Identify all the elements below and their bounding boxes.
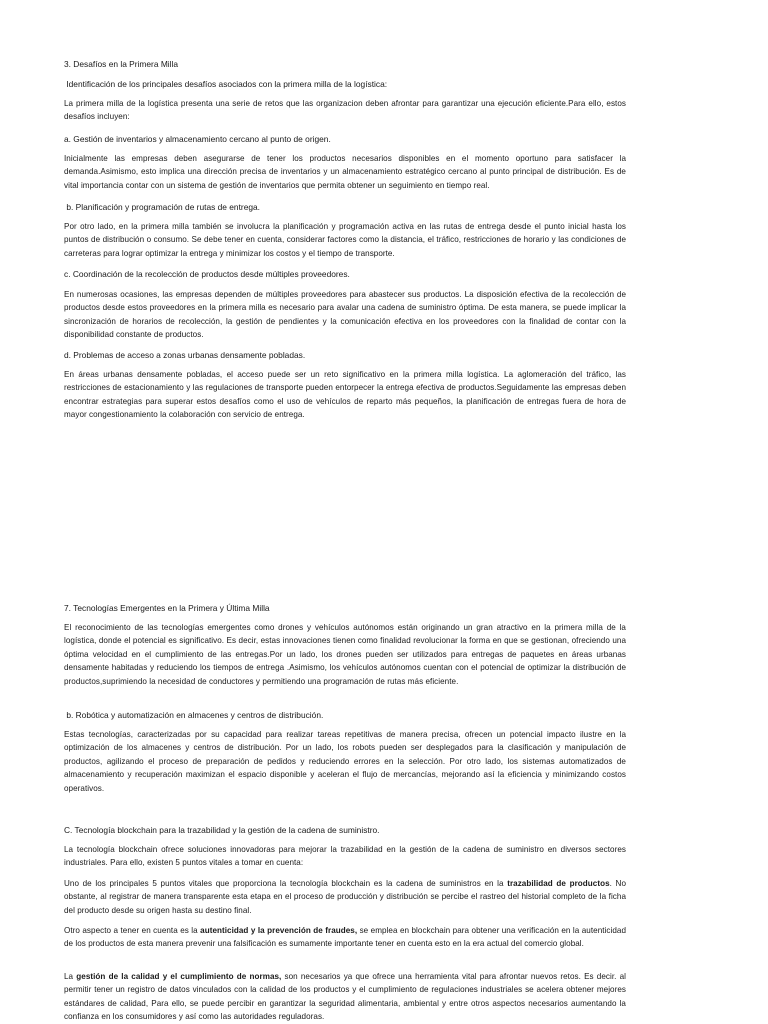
blockchain-point-traceability xyxy=(64,877,626,917)
authenticity-bold: autenticidad y la prevención de fraudes, xyxy=(200,926,358,935)
quality-text-after: son necesarios ya que ofrece una herramienta vital para afrontar nuevos retos. Es decir. al permitir tener un registro de datos vinculados con la calidad de los productos y el cumplimiento de regulaciones industriales se acelera obtener mejores estándares de calidad, Para ello, se puede percibir en garantizar la seguridad alimentaria, ambiental y entre otros aspectos necesarios aumentando la confianza en los consumidores y así como las autoridades reguladoras. xyxy=(64,972,627,1022)
section-3c-heading: c. Coordinación de la recolección de productos desde múltiples proveedores. xyxy=(64,269,350,279)
blockchain-point-authenticity xyxy=(64,924,626,951)
section-3a-paragraph: Inicialmente las empresas deben asegurarse de tener los productos necesarios disponibles en el momento oportuno para satisfacer la demanda.Asimismo, esto implica una dirección precisa de inventarios y un almacenamiento estratégico cercano al punto principal de distribución. Es de vital importancia contar con un sistema de gestión de inventarios que permita obtener un seguimiento en tiempo real. xyxy=(64,154,626,190)
quality-bold: gestión de la calidad y el cumplimiento de normas, xyxy=(76,972,282,981)
section-7b-paragraph: Estas tecnologías, caracterizadas por su capacidad para realizar tareas repetitivas de manera precisa, ofrecen un potencial impacto ilustre en la optimización de los almacenes y centros de distribución. Por un lado, los robots pueden ser desplegados para la clasificación y manipulación de productos, agilizando el proceso de preparación de pedidos y reduciendo errores en la selección. Por otro lado, los sistemas automatizados de almacenamiento y recuperación maximizan el espacio disponible y aceleran el flujo de mercancías, mejorando así la eficiencia y minimizando costos operativos. xyxy=(64,730,626,793)
section-3a-heading: a. Gestión de inventarios y almacenamiento cercano al punto de origen. xyxy=(64,134,331,144)
authenticity-text-before: Otro aspecto a tener en cuenta es la xyxy=(64,926,201,935)
section-3b-paragraph: Por otro lado, en la primera milla también se involucra la planificación y programación activa en las rutas de entrega desde el punto inicial hasta los puntos de distribución o consumo. Se debe tener en cuenta, considerar factores como la distancia, el tráfico, restricciones de horario y las condiciones de carreteras para lograr optimizar la entrega y minimizar los costos y el tiempo de transporte. xyxy=(64,222,626,258)
section-7-title: 7. Tecnologías Emergentes en la Primera y Última Milla xyxy=(64,603,270,613)
section-3d-paragraph: En áreas urbanas densamente pobladas, el acceso puede ser un reto significativo en la primera milla logística. La aglomeración del tráfico, las restricciones de estacionamiento y las regulaciones de transporte pueden entorpecer la entrega efectiva de productos.Seguidamente las empresas deben encontrar estrategias para superar estos desafíos como el uso de vehículos de reparto más pequeños, la planificación de entregas fuera de hora de mayor congestionamiento la colaboración con servicio de entrega. xyxy=(64,370,626,420)
authenticity-text-after: se emplea en blockchain para obtener una verificación en la autenticidad de los productos de esta manera prevenir una falsificación es sumamente importante tener en cuenta esto en la era actual del comercio global. xyxy=(64,926,626,949)
section-3d-heading: d. Problemas de acceso a zonas urbanas densamente pobladas. xyxy=(64,350,306,360)
traceability-text-before: Uno de los principales 5 puntos vitales que proporciona la tecnología blockchain es la cadena de suministros en la xyxy=(64,879,508,888)
section-3-title: 3. Desafíos en la Primera Milla xyxy=(64,59,179,69)
section-3b-heading: b. Planificación y programación de rutas de entrega. xyxy=(64,202,260,212)
section-3-intro: La primera milla de la logística presenta una serie de retos que las organizacion deben afrontar para garantizar una ejecución eficiente.Para ello, estos desafíos incluyen: xyxy=(64,99,626,122)
section-7b-heading: b. Robótica y automatización en almacenes y centros de distribución. xyxy=(64,710,324,720)
section-7c-heading: C. Tecnología blockchain para la trazabilidad y la gestión de la cadena de suministro. xyxy=(64,825,380,835)
section-7c-intro: La tecnología blockchain ofrece soluciones innovadoras para mejorar la trazabilidad en la gestión de la cadena de suministro en diversos sectores industriales. Para ello, existen 5 puntos vitales a tomar en cuenta: xyxy=(64,845,626,868)
traceability-bold: trazabilidad de productos xyxy=(507,879,610,888)
blockchain-point-quality xyxy=(64,970,626,1024)
quality-text-before: La xyxy=(64,972,77,981)
traceability-text-after: . No obstante, al registrar de manera transparente esta etapa en el proceso de producción y distribución se percibe el rastreo del historial completo de la ficha del producto desde su origen hasta su destino final. xyxy=(64,879,627,915)
section-3c-paragraph: En numerosas ocasiones, las empresas dependen de múltiples proveedores para abastecer sus productos. La disposición efectiva de la recolección de productos desde estos proveedores en la primera milla es necesario para avalar una cadena de suministro óptima. De esta manera, se puede implicar la sincronización de horarios de recolección, la gestión de pendientes y la comunicación efectiva en los proveedores con la finalidad de contar con la disponibilidad constante de productos. xyxy=(64,290,626,340)
section-7-intro: El reconocimiento de las tecnologías emergentes como drones y vehículos autónomos están originando un gran atractivo en la primera milla de la logística, donde el potencial es significativo. Es decir, estas innovaciones tienen como finalidad revolucionar la forma en que se gestionan, ofreciendo una óptima velocidad en el cumplimiento de las entregas.Por un lado, los drones pueden ser utilizados para entregas de paquetes en áreas urbanas densamente habitadas y reduciendo los tiempos de entrega .Asimismo, los vehículos autónomos cuentan con el potencial de optimizar la distribución de productos,suprimiendo la necesidad de conductores y permitiendo una programación de rutas más eficiente. xyxy=(64,623,626,686)
section-3-subtitle: Identificación de los principales desafíos asociados con la primera milla de la logística: xyxy=(64,79,388,89)
